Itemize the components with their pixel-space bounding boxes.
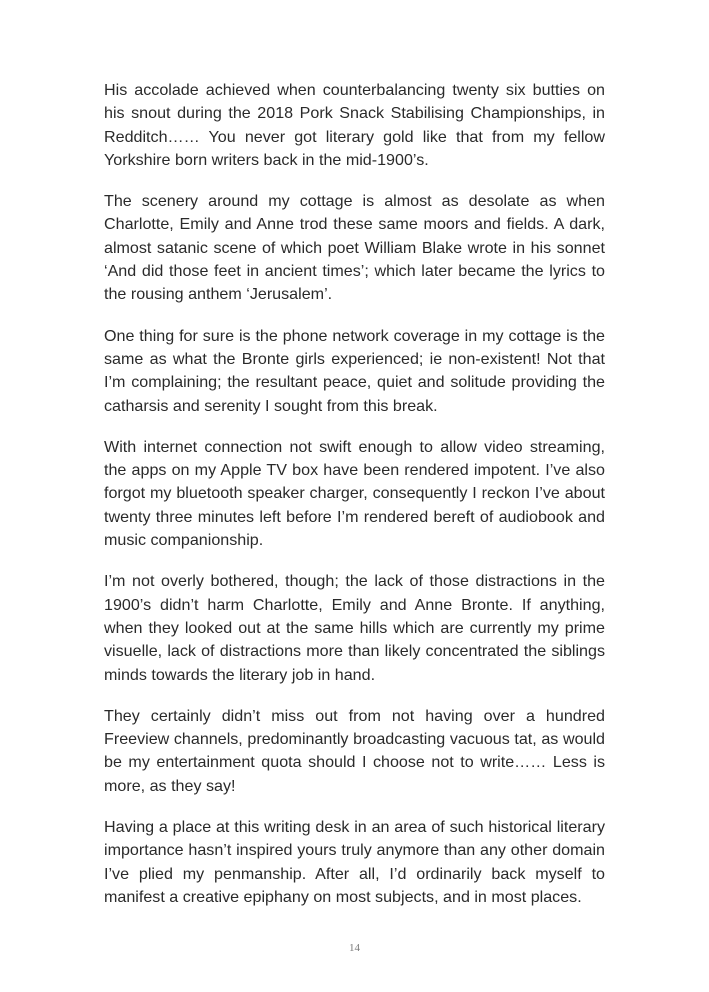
body-text [104,79,605,927]
paragraph: With internet connection not swift enough to allow video streaming, the apps on my Apple TV box have been rendered impotent. I’ve also forgot my bluetooth speaker charger, consequently I reckon I’ve about twenty three minutes left before I’m rendered bereft of audiobook and music companionship. [104,437,605,550]
paragraph: They certainly didn’t miss out from not having over a hundred Freeview channels, predominantly broadcasting vacuous tat, as would be my entertainment quota should I choose not to write…… Less is more, as they say! [104,706,605,795]
paragraph: I’m not overly bothered, though; the lack of those distractions in the 1900’s didn’t harm Charlotte, Emily and Anne Bronte. If anything, when they looked out at the same hills which are currently my prime visuelle, lack of distractions more than likely concentrated the siblings minds towards the literary job in hand. [104,572,605,684]
paragraph: One thing for sure is the phone network coverage in my cottage is the same as what the Bronte girls experienced; ie non-existent! Not that I’m complaining; the resultant peace, quiet and solitude providing the catharsis and serenity I sought from this break. [104,326,605,415]
page-number: 14 [349,942,360,954]
paragraph: Having a place at this writing desk in an area of such historical literary importance hasn’t inspired yours truly anymore than any other domain I’ve plied my penmanship. After all, I’d ordinarily back myself to manifest a creative epiphany on most subjects, and in most places. [104,818,605,906]
paragraph: The scenery around my cottage is almost as desolate as when Charlotte, Emily and Anne trod these same moors and fields. A dark, almost satanic scene of which poet William Blake wrote in his sonnet ‘And did those feet in ancient times’; which later became the lyrics to the rousing anthem ‘Jerusalem’. [104,192,605,304]
paragraph: His accolade achieved when counterbalancing twenty six butties on his snout during the 2018 Pork Snack Stabilising Championships, in Redditch…… You never got literary gold like that from my fellow Yorkshire born writers back in the mid-1900’s. [104,81,605,169]
